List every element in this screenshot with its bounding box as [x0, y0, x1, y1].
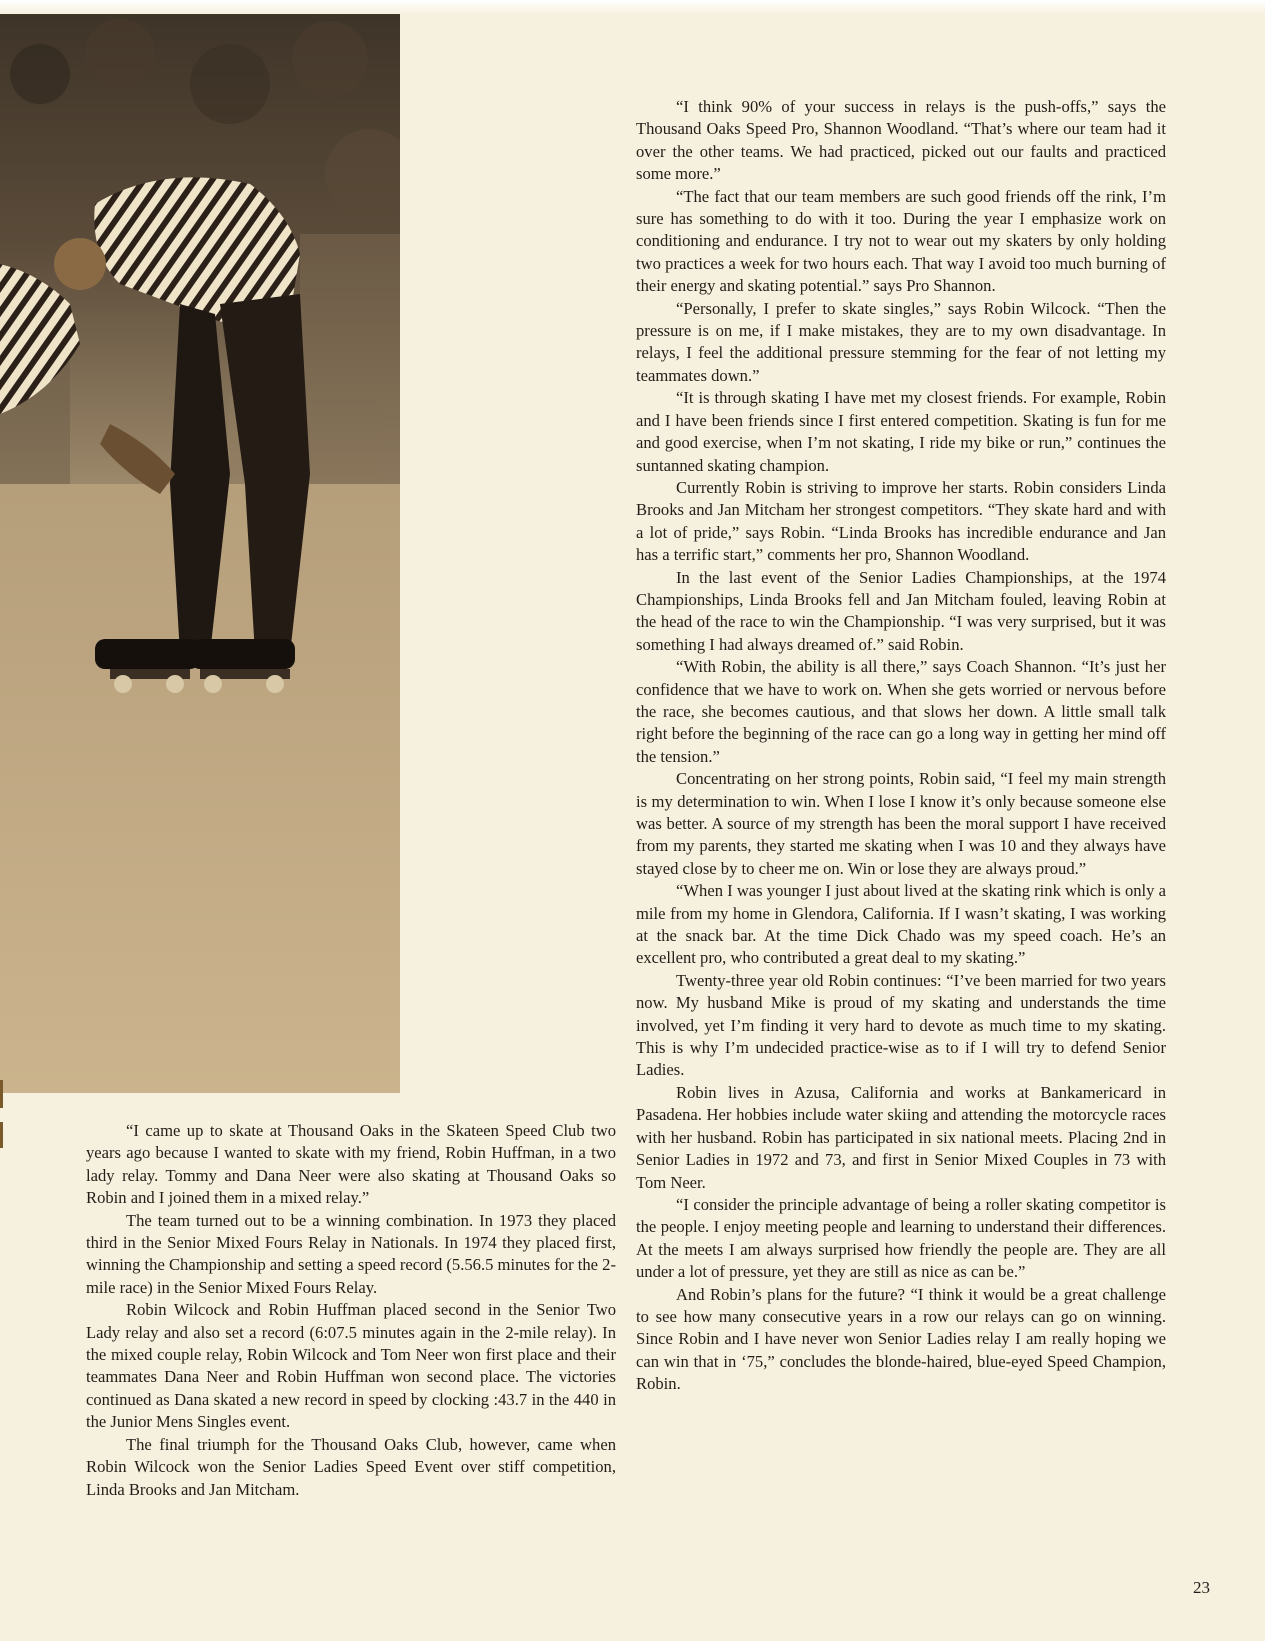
- paragraph: “It is through skating I have met my closest friends. For example, Robin and I have been friends since I first entered competition. Skating is fun for me and good exercise, when I’m not skating, I ride my bike or run,” continues the suntanned skating champion.: [636, 388, 1166, 475]
- paragraph: The team turned out to be a winning combination. In 1973 they placed third in the Senior Mixed Fours Relay in Nationals. In 1974 they placed first, winning the Championship and setting a speed record (5.56.5 minutes for the 2-mile race) in the Senior Mixed Fours Relay.: [86, 1210, 616, 1297]
- photo-illustration: [0, 14, 400, 1093]
- paragraph: Robin Wilcock and Robin Huffman placed second in the Senior Two Lady relay and also set a record (6:07.5 minutes again in the 2-mile relay). In the mixed couple relay, Robin Wilcock and Tom Neer won first place and their teammates Dana Neer and Robin Huffman won second place. The victories continued as Dana skated a new record in speed by clocking :43.7 in the 440 in the Junior Mens Singles event.: [86, 1300, 616, 1432]
- paragraph: In the last event of the Senior Ladies Championships, at the 1974 Championships, Linda Brooks fell and Jan Mitcham fouled, leaving Robin at the head of the race to win the Championship. “I was very surprised, but it was something I had always dreamed of.” said Robin.: [636, 567, 1166, 654]
- article-right-column: [636, 96, 1166, 1396]
- paragraph: “I think 90% of your success in relays is the push-offs,” says the Thousand Oaks Speed Pro, Shannon Woodland. “That’s where our team had it over the other teams. We had practiced, picked out our faults and practiced some more.”: [636, 97, 1166, 184]
- paragraph: Currently Robin is striving to improve her starts. Robin considers Linda Brooks and Jan Mitcham her strongest competitors. “They skate hard and with a lot of pride,” says Robin. “Linda Brooks has incredible endurance and Jan has a terrific start,” comments her pro, Shannon Woodland.: [636, 477, 1166, 565]
- paragraph: “I came up to skate at Thousand Oaks in the Skateen Speed Club two years ago because I wanted to skate with my friend, Robin Huffman, in a two lady relay. Tommy and Dana Neer were also skating at Thousand Oaks so Robin and I joined them in a mixed relay.”: [86, 1121, 616, 1208]
- paragraph: Robin lives in Azusa, California and works at Bankamericard in Pasadena. Her hobbies include water skiing and attending the motorcycle races with her husband. Robin has participated in six national meets. Placing 2nd in Senior Ladies in 1972 and 73, and first in Senior Mixed Couples in 73 with Tom Neer.: [636, 1082, 1166, 1192]
- paragraph: The final triumph for the Thousand Oaks Club, however, came when Robin Wilcock won the Senior Ladies Speed Event over stiff competition, Linda Brooks and Jan Mitcham.: [86, 1434, 616, 1499]
- paragraph: “I consider the principle advantage of being a roller skating competitor is the people. I enjoy meeting people and learning to understand their differences. At the meets I am always surprised how friendly the people are. They are all under a lot of pressure, yet they are still as nice as can be.”: [636, 1194, 1166, 1282]
- page-number: 23: [1193, 1578, 1210, 1597]
- speed-skaters-photo: [0, 14, 400, 1093]
- paragraph: And Robin’s plans for the future? “I think it would be a great challenge to see how many consecutive years in a row our relays can go on winning. Since Robin and I have never won Senior Ladies relay I am really hoping we can win that in ‘75,” concludes the blonde-haired, blue-eyed Speed Champion, Robin.: [636, 1284, 1166, 1394]
- paragraph: “The fact that our team members are such good friends off the rink, I’m sure has something to do with it too. During the year I emphasize work on conditioning and endurance. I try not to wear out my skaters by only holding two practices a week for two hours each. That way I avoid too much burning of their energy and skating potential.” says Pro Shannon.: [636, 186, 1166, 296]
- paragraph: Twenty-three year old Robin continues: “I’ve been married for two years now. My husband Mike is proud of my skating and understands the time involved, yet I’m finding it very hard to devote as much time to my skating. This is why I’m undecided practice-wise as to if I will try to defend Senior Ladies.: [636, 970, 1166, 1080]
- page-top-edge: [0, 0, 1265, 14]
- paragraph: “Personally, I prefer to skate singles,” says Robin Wilcock. “Then the pressure is on me, if I make mistakes, they are to my own disadvantage. In relays, I feel the additional pressure stemming for the fear of not letting my teammates down.”: [636, 298, 1166, 385]
- binding-mark: [0, 1122, 3, 1148]
- paragraph: “When I was younger I just about lived at the skating rink which is only a mile from my home in Glendora, California. If I wasn’t skating, I was working at the snack bar. At the time Dick Chado was my speed coach. He’s an excellent pro, who contributed a great deal to my skating.”: [636, 881, 1166, 968]
- binding-mark: [0, 1080, 3, 1108]
- paragraph: Concentrating on her strong points, Robin said, “I feel my main strength is my determination to win. When I lose I know it’s only because someone else was better. A source of my strength has been the moral support I have received from my parents, they started me skating when I was 10 and they always have stayed close by to cheer me on. Win or lose they are always proud.”: [636, 769, 1166, 878]
- article-left-column: [86, 1120, 616, 1501]
- paragraph: “With Robin, the ability is all there,” says Coach Shannon. “It’s just her confidence that we have to work on. When she gets worried or nervous before the race, she becomes cautious, and that slows her down. A little small talk right before the beginning of the race can go a long way in getting her mind off the tension.”: [636, 657, 1166, 766]
